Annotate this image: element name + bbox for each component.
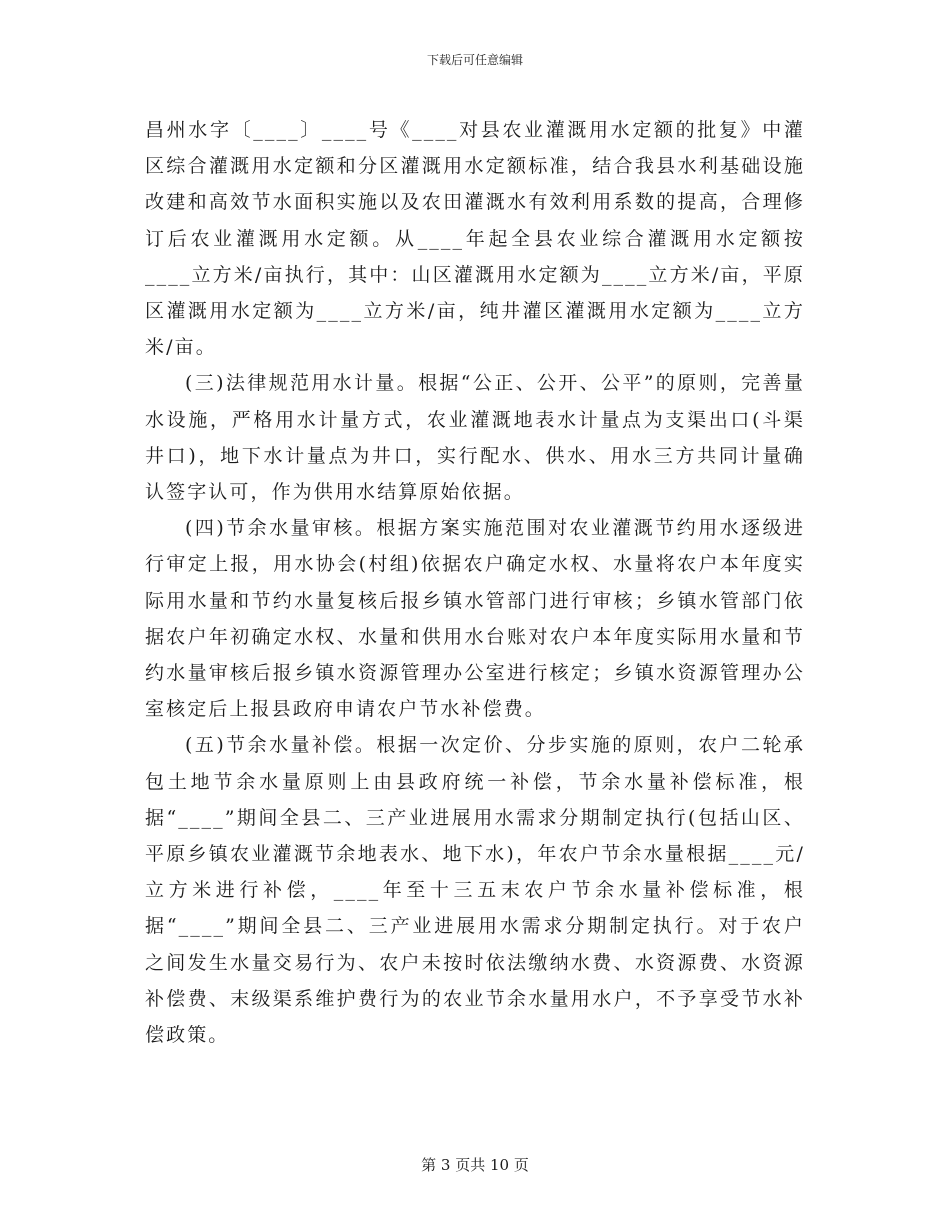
- paragraph-surplus-review: (四)节余水量审核。根据方案实施范围对农业灌溉节约用水逐级进行审定上报，用水协会(村组)依据农户确定水权、水量将农户本年度实际用水量和节约水量复核后报乡镇水管部门进行审核；乡镇水管部门依据农户年初确定水权、水量和供用水台账对农户本年度实际用水量和节约水量审核后报乡镇水资源管理办公室进行核定；乡镇水资源管理办公室核定后上报县政府申请农户节水补偿费。: [145, 517, 805, 721]
- page-header-note: 下载后可任意编辑: [426, 53, 523, 67]
- paragraph-water-metering: (三)法律规范用水计量。根据“公正、公开、公平”的原则，完善量水设施，严格用水计量方式，农业灌溉地表水计量点为支渠出口(斗渠井口)，地下水计量点为井口，实行配水、供水、用水三方共同计量确认签字认可，作为供用水结算原始依据。: [145, 372, 805, 504]
- page-number: 第 3 页共 10 页: [421, 1156, 529, 1174]
- paragraph-quota-revision: 昌州水字〔____〕____号《____对县农业灌溉用水定额的批复》中灌区综合灌溉用水定额和分区灌溉用水定额标准，结合我县水利基础设施改建和高效节水面积实施以及农田灌溉水有效利用系数的提高，合理修订后农业灌溉用水定额。从____年起全县农业综合灌溉用水定额按____立方米/亩执行，其中：山区灌溉用水定额为____立方米/亩，平原区灌溉用水定额为____立方米/亩，纯井灌区灌溉用水定额为____立方米/亩。: [145, 119, 805, 359]
- paragraph-surplus-compensation: (五)节余水量补偿。根据一次定价、分步实施的原则，农户二轮承包土地节余水量原则上由县政府统一补偿，节余水量补偿标准，根据“____”期间全县二、三产业进展用水需求分期制定执行(包括山区、平原乡镇农业灌溉节余地表水、地下水)，年农户节余水量根据____元/立方米进行补偿，____年至十三五末农户节余水量补偿标准，根据“____”期间全县二、三产业进展用水需求分期制定执行。对于农户之间发生水量交易行为、农户未按时依法缴纳水费、水资源费、水资源补偿费、末级渠系维护费行为的农业节余水量用水户，不予享受节水补偿政策。: [145, 734, 805, 1047]
- document-body: [145, 112, 805, 1053]
